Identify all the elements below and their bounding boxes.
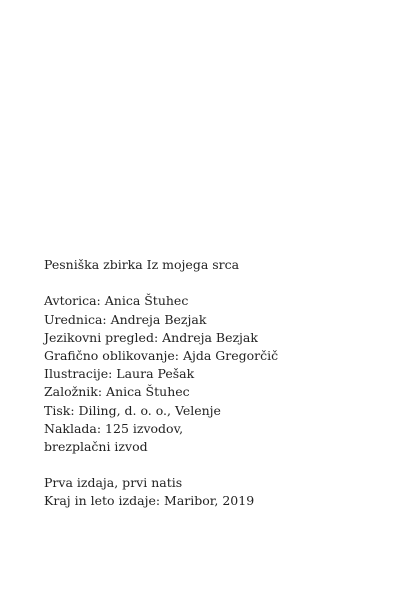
credit-illustrations: Ilustracije: Laura Pešak <box>44 366 195 382</box>
credit-proofreading: Jezikovni pregled: Andreja Bezjak <box>44 329 258 345</box>
spacer <box>44 456 278 474</box>
credit-author: Avtorica: Anica Štuhec <box>44 293 189 309</box>
credit-print-run: Naklada: 125 izvodov, <box>44 420 184 436</box>
credit-printing: Tisk: Diling, d. o. o., Velenje <box>44 402 221 418</box>
colophon <box>44 256 278 511</box>
credit-editor: Urednica: Andreja Bezjak <box>44 311 207 327</box>
edition-info: Prva izdaja, prvi natis <box>44 475 183 491</box>
credit-free-copy: brezplačni izvod <box>44 438 148 454</box>
credit-graphic-design: Grafično oblikovanje: Ajda Gregorčič <box>44 347 279 363</box>
place-and-year: Kraj in leto izdaje: Maribor, 2019 <box>44 493 255 509</box>
credit-publisher: Založnik: Anica Štuhec <box>44 384 190 400</box>
spacer <box>44 274 278 292</box>
colophon-title: Pesniška zbirka Iz mojega srca <box>44 257 240 272</box>
